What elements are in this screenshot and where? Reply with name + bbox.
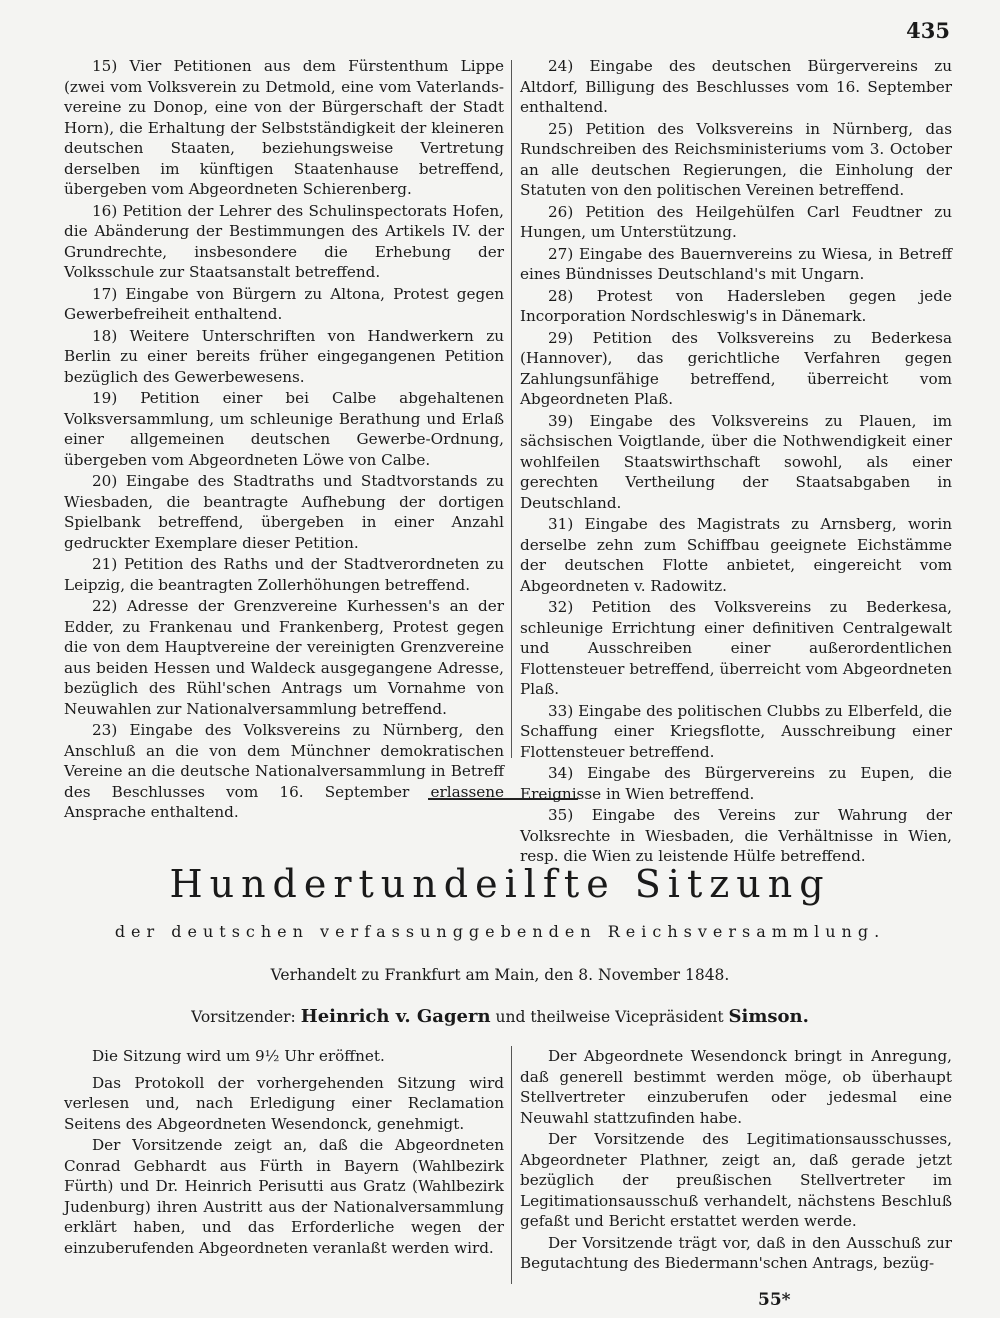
column-divider: [511, 1046, 512, 1284]
paragraph: Die Sitzung wird um 9½ Uhr eröffnet.: [92, 1047, 385, 1065]
column-divider: [511, 60, 512, 758]
vice-name: Simson.: [728, 1006, 809, 1027]
list-item: 35) Eingabe des Vereins zur Wahrung der Volksrechte in Wiesbaden, die Verhältnisse in Wien, resp. die Wien zu leistende Hülfe betreffend.: [520, 806, 952, 865]
left-column-top: [64, 56, 504, 824]
list-item: 27) Eingabe des Bauernvereins zu Wiesa, in Betreff eines Bündnisses Deutschland's mit Ungarn.: [520, 244, 952, 283]
list-item: 28) Protest von Hadersleben gegen jede Incorporation Nordschleswig's in Dänemark.: [520, 286, 952, 325]
list-item: 26) Petition des Heilgehülfen Carl Feudtner zu Hungen, um Unterstützung.: [520, 202, 952, 241]
list-item: 39) Eingabe des Volksvereins zu Plauen, im sächsischen Voigtlande, über die Nothwendigkeit einer wohlfeilen Staatswirthschaft sowohl, als einer gerechten Vertheilung der Staatsabgaben in Deutschland.: [520, 411, 952, 512]
page-number: 435: [906, 18, 950, 43]
list-item: 25) Petition des Volksvereins in Nürnberg, das Rundschreiben des Reichsministeriums vom 3. October an alle deutschen Regierungen, die Einholung der Statuten von den politischen Vereinen betreffend.: [520, 119, 952, 199]
session-chair: [0, 1006, 1000, 1027]
list-item: 31) Eingabe des Magistrats zu Arnsberg, worin derselbe zehn zum Schiffbau geeignete Eichstämme der deutschen Flotte anbietet, eingereicht vom Abgeordneten v. Radowitz.: [520, 515, 952, 595]
right-column-bottom: [520, 1046, 952, 1275]
right-column-top: [520, 56, 952, 868]
paragraph: Der Abgeordnete Wesendonck bringt in Anregung, daß generell bestimmt werden möge, ob überhaupt Stellvertreter einzuberufen oder jedesmal eine Neuwahl stattzufinden habe.: [520, 1047, 952, 1127]
list-item: 23) Eingabe des Volksvereins zu Nürnberg, den Anschluß an die von dem Münchner demokratischen Vereine an die deutsche Nationalversammlung in Betreff des Beschlusses vom 16. September erlassene Ansprache enthaltend.: [64, 721, 504, 821]
session-subtitle: der deutschen verfassunggebenden Reichsversammlung.: [114, 922, 886, 941]
list-item: 22) Adresse der Grenzvereine Kurhessen's an der Edder, zu Frankenau und Frankenberg, Protest gegen die von dem Hauptvereine der vereinigten Grenzvereine aus beiden Hessen und Waldeck ausgegangene Adresse, bezüglich des Rühl'schen Antrags um Vornahme von Neuwahlen zur Nationalversammlung betreffend.: [64, 597, 504, 718]
list-item: 16) Petition der Lehrer des Schulinspectorats Hofen, die Abänderung der Bestimmungen des Artikels IV. der Grundrechte, insbesondere die Erhebung der Volksschule zur Staatsanstalt betreffend.: [64, 201, 504, 281]
list-item: 17) Eingabe von Bürgern zu Altona, Protest gegen Gewerbefreiheit enthaltend.: [64, 284, 504, 323]
list-item: 20) Eingabe des Stadtraths und Stadtvorstands zu Wiesbaden, die beantragte Aufhebung der dortigen Spielbank betreffend, übergeben in einer Anzahl gedruckter Exemplare dieser Petition.: [64, 472, 504, 552]
section-divider: [428, 798, 578, 800]
list-item: 18) Weitere Unterschriften von Handwerkern zu Berlin zu einer bereits früher eingegangenen Petition bezüglich des Gewerbewesens.: [64, 326, 504, 386]
chair-label: Vorsitzender:: [191, 1008, 296, 1026]
chair-mid: und theilweise Vicepräsident: [495, 1008, 724, 1026]
paragraph: Der Vorsitzende zeigt an, daß die Abgeordneten Conrad Gebhardt aus Fürth in Bayern (Wahlbezirk Fürth) und Dr. Heinrich Perisutti aus Gratz (Wahlbezirk Judenburg) ihren Austritt aus der Nationalversammlung erklärt haben, und das Erforderliche wegen der einzuberufenden Abgeordneten veranlaßt werden wird.: [64, 1136, 504, 1257]
sheet-signature: 55*: [758, 1290, 791, 1310]
list-item: 34) Eingabe des Bürgervereins zu Eupen, die Ereignisse in Wien betreffend.: [520, 764, 952, 803]
list-item: 19) Petition einer bei Calbe abgehaltenen Volksversammlung, um schleunige Berathung und Erlaß einer allgemeinen deutschen Gewerbe-Ordnung, übergeben vom Abgeordneten Löwe von Calbe.: [64, 389, 504, 469]
list-item: 15) Vier Petitionen aus dem Fürstenthum Lippe (zwei vom Volksverein zu Detmold, eine vom Vaterlands-vereine zu Donop, eine von der Bürgerschaft der Stadt Horn), die Erhaltung der Selbstständigkeit der kleineren deutschen Staaten, beziehungsweise Vertretung derselben im künftigen Staatenhause betreffend, übergeben vom Abgeordneten Schierenberg.: [64, 57, 504, 198]
paragraph: Der Vorsitzende des Legitimationsausschusses, Abgeordneter Plathner, zeigt an, daß gerade jetzt bezüglich der preußischen Stellvertreter im Legitimationsausschuß verhandelt, nächstens Beschluß gefaßt und Bericht erstattet werden werde.: [520, 1130, 952, 1230]
session-title: Hundertundeilfte Sitzung: [169, 862, 831, 906]
paragraph: Das Protokoll der vorhergehenden Sitzung wird verlesen und, nach Erledigung einer Reclamation Seitens des Abgeordneten Wesendonck, genehmigt.: [64, 1073, 504, 1133]
session-place-date: Verhandelt zu Frankfurt am Main, den 8. November 1848.: [270, 966, 730, 984]
list-item: 24) Eingabe des deutschen Bürgervereins zu Altdorf, Billigung des Beschlusses vom 16. September enthaltend.: [520, 57, 952, 116]
list-item: 21) Petition des Raths und der Stadtverordneten zu Leipzig, die beantragten Zollerhöhungen betreffend.: [64, 555, 504, 594]
list-item: 33) Eingabe des politischen Clubbs zu Elberfeld, die Schaffung einer Kriegsflotte, Ausschreibung einer Flottensteuer betreffend.: [520, 701, 952, 761]
chair-name: Heinrich v. Gagern: [300, 1006, 491, 1027]
list-item: 29) Petition des Volksvereins zu Bederkesa (Hannover), das gerichtliche Verfahren gegen Zahlungsunfähige betreffend, überreicht vom Abgeordneten Plaß.: [520, 328, 952, 408]
left-column-bottom: [64, 1046, 504, 1259]
list-item: 32) Petition des Volksvereins zu Bederkesa, schleunige Errichtung einer definitiven Centralgewalt und Ausschreiben einer außerordentlichen Flottensteuer betreffend, überreicht vom Abgeordneten Plaß.: [520, 598, 952, 698]
paragraph: Der Vorsitzende trägt vor, daß in den Ausschuß zur Begutachtung des Biedermann'schen Antrags, bezüg-: [520, 1233, 952, 1272]
